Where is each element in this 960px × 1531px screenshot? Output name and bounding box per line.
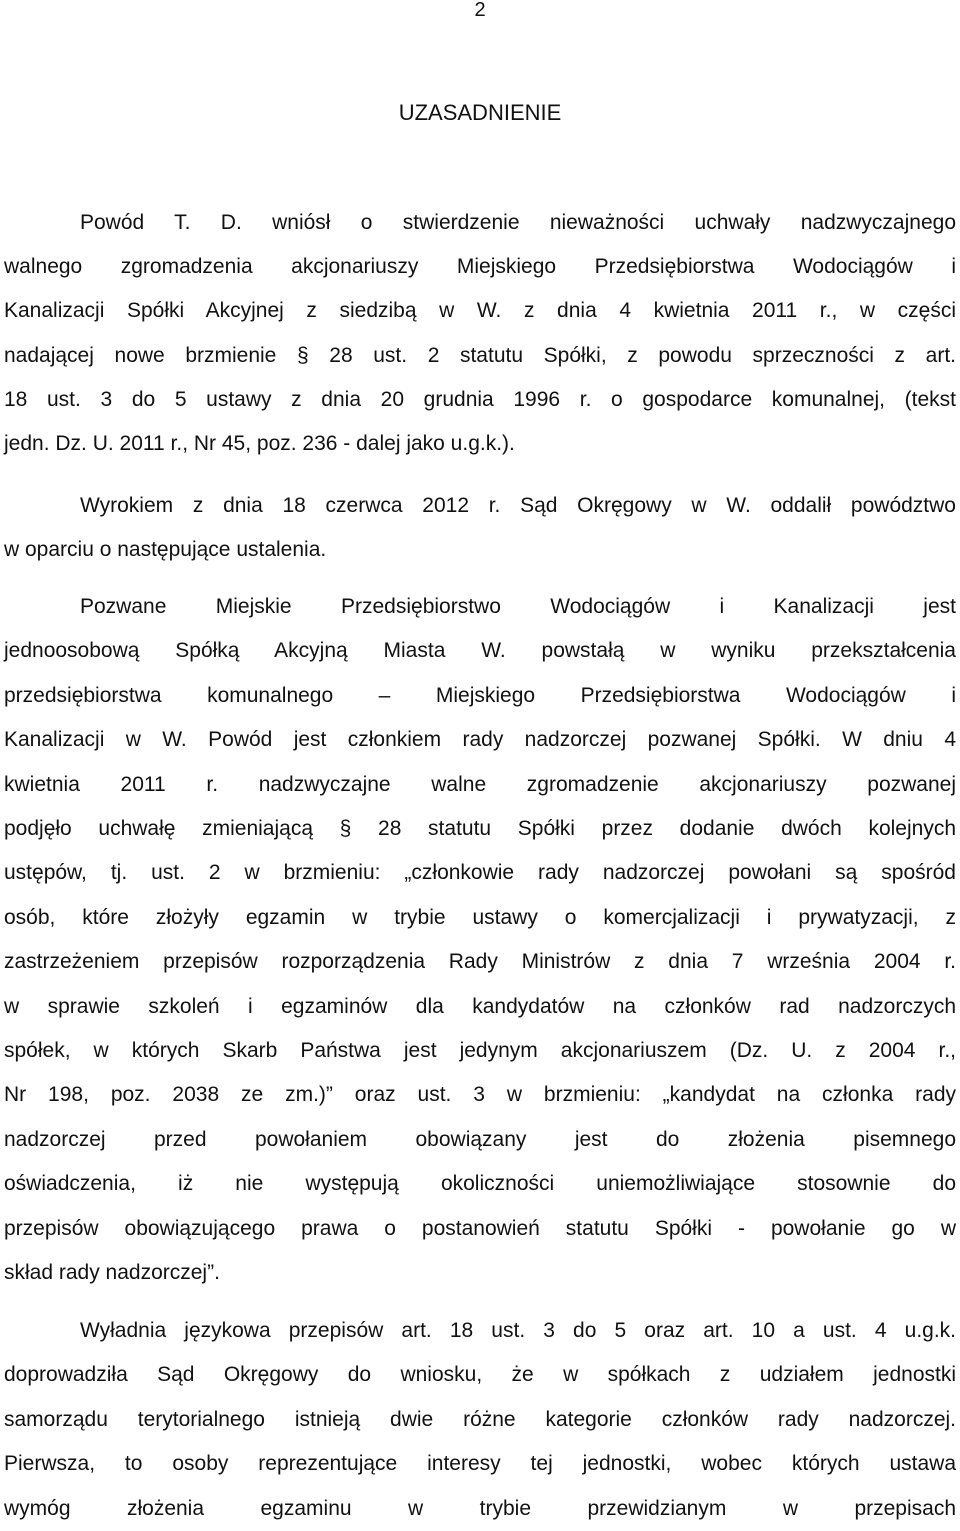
text-line: samorządu terytorialnego istnieją dwie różne kategorie członków rady nadzorczej.: [4, 1407, 956, 1431]
page-number: 2: [474, 0, 486, 21]
text-line: Wyładnia językowa przepisów art. 18 ust. 3 do 5 oraz art. 10 a ust. 4 u.g.k.: [80, 1319, 956, 1342]
text-line: spółek, w których Skarb Państwa jest jedynym akcjonariuszem (Dz. U. z 2004 r.,: [4, 1039, 956, 1063]
paragraph-interpretation: [4, 1309, 956, 1531]
text-line: jedn. Dz. U. 2011 r., Nr 45, poz. 236 - dalej jako u.g.k.).: [4, 432, 515, 456]
text-line: walnego zgromadzenia akcjonariuszy Miejskiego Przedsiębiorstwa Wodociągów i: [4, 255, 956, 279]
text-line: wymóg złożenia egzaminu w trybie przewidzianym w przepisach: [4, 1496, 956, 1520]
paragraph-claim: [4, 201, 956, 466]
document-title: UZASADNIENIE: [398, 100, 562, 125]
text-line: w sprawie szkoleń i egzaminów dla kandydatów na członków rad nadzorczych: [4, 994, 956, 1018]
paragraph-judgment: [4, 484, 956, 572]
text-line: Nr 198, poz. 2038 ze zm.)” oraz ust. 3 w brzmieniu: „kandydat na członka rady: [4, 1083, 956, 1107]
text-line: Pierwsza, to osoby reprezentujące interesy tej jednostki, wobec których ustawa: [4, 1452, 956, 1476]
text-line: Powód T. D. wniósł o stwierdzenie nieważności uchwały nadzwyczajnego: [80, 211, 956, 234]
text-line: osób, które złożyły egzamin w trybie ustawy o komercjalizacji i prywatyzacji, z: [4, 905, 956, 929]
text-line: doprowadziła Sąd Okręgowy do wniosku, że w spółkach z udziałem jednostki: [4, 1363, 956, 1387]
text-line: zastrzeżeniem przepisów rozporządzenia Rady Ministrów z dnia 7 września 2004 r.: [4, 950, 956, 974]
text-line: nadającej nowe brzmienie § 28 ust. 2 statutu Spółki, z powodu sprzeczności z art.: [4, 343, 956, 367]
text-line: Kanalizacji Spółki Akcyjnej z siedzibą w W. z dnia 4 kwietnia 2011 r., w części: [4, 299, 956, 323]
text-line: jednoosobową Spółką Akcyjną Miasta W. powstałą w wyniku przekształcenia: [4, 639, 956, 663]
text-line: Pozwane Miejskie Przedsiębiorstwo Wodociągów i Kanalizacji jest: [80, 595, 956, 618]
text-line: Kanalizacji w W. Powód jest członkiem rady nadzorczej pozwanej Spółki. W dniu 4: [4, 728, 956, 752]
text-line: podjęło uchwałę zmieniającą § 28 statutu Spółki przez dodanie dwóch kolejnych: [4, 817, 956, 841]
text-line: 18 ust. 3 do 5 ustawy z dnia 20 grudnia 1996 r. o gospodarce komunalnej, (tekst: [4, 387, 956, 411]
text-line: w oparciu o następujące ustalenia.: [4, 538, 327, 561]
text-line: oświadczenia, iż nie występują okoliczności uniemożliwiające stosownie do: [4, 1172, 956, 1196]
text-line: skład rady nadzorczej”.: [4, 1261, 220, 1285]
paragraph-findings: [4, 585, 956, 1296]
text-line: Wyrokiem z dnia 18 czerwca 2012 r. Sąd Okręgowy w W. oddalił powództwo: [80, 494, 956, 517]
text-line: ustępów, tj. ust. 2 w brzmieniu: „członkowie rady nadzorczej powołani są spośród: [4, 861, 956, 885]
text-line: przedsiębiorstwa komunalnego – Miejskiego Przedsiębiorstwa Wodociągów i: [4, 683, 956, 707]
text-line: przepisów obowiązującego prawa o postanowień statutu Spółki - powołanie go w: [4, 1216, 956, 1240]
text-line: nadzorczej przed powołaniem obowiązany jest do złożenia pisemnego: [4, 1127, 956, 1151]
text-line: kwietnia 2011 r. nadzwyczajne walne zgromadzenie akcjonariuszy pozwanej: [4, 772, 956, 796]
